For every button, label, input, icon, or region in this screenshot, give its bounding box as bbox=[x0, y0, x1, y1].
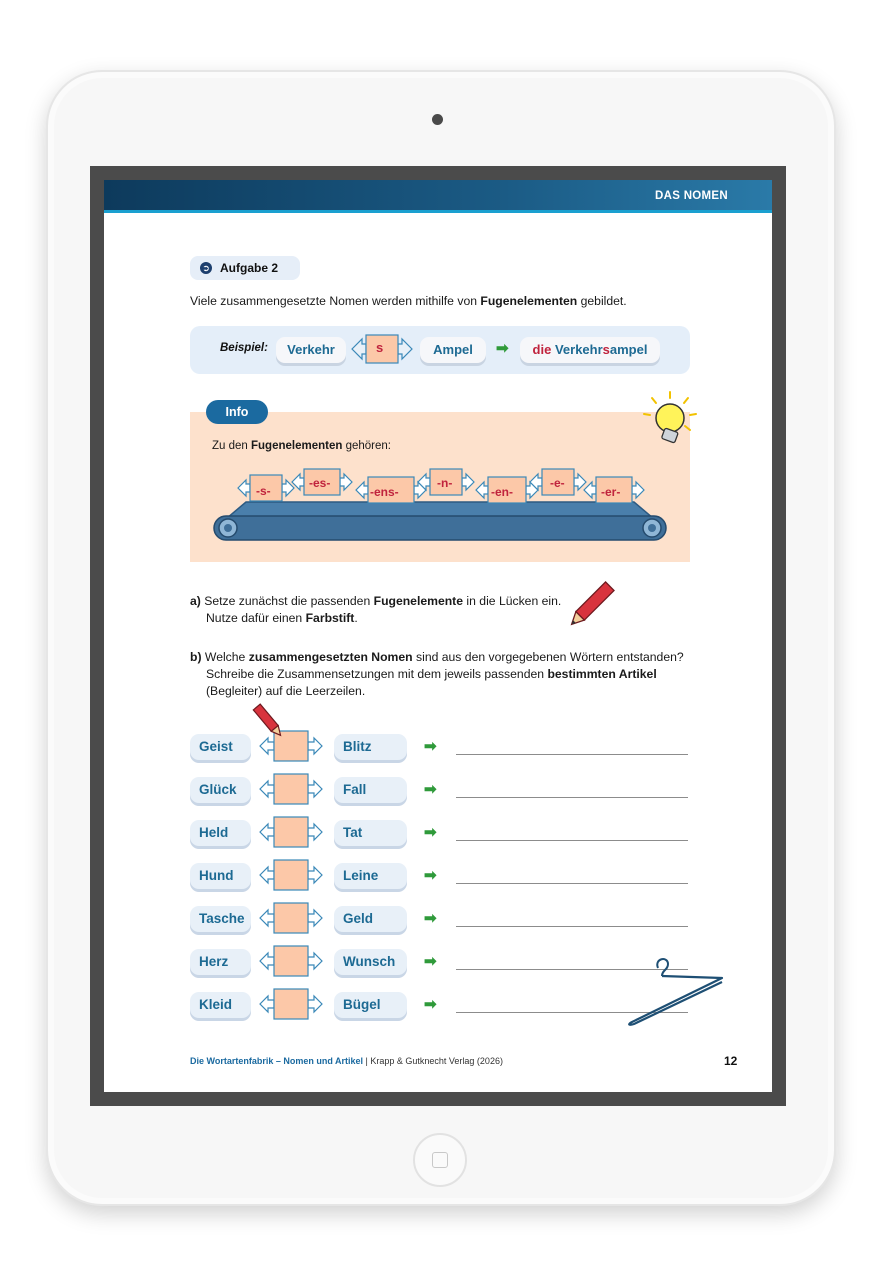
exercise-word-left: Held bbox=[190, 820, 251, 846]
joint-element: -n- bbox=[437, 476, 453, 490]
example-word2: Ampel bbox=[420, 337, 486, 363]
header-bar bbox=[104, 180, 772, 213]
task-b-text: b) Welche zusammengesetzten Nomen sind aus den vorgegebenen Wörtern entstanden? Schreibe die Zusammensetzungen mit dem jeweils passenden bestimmten Artikel (Begleiter) auf die Leerzeilen. bbox=[190, 650, 684, 698]
example-result: die Verkehrsampel bbox=[520, 337, 660, 363]
blank-joint-box[interactable] bbox=[258, 771, 324, 807]
joint-element: -er- bbox=[601, 485, 621, 499]
arrow-right-icon: ➡ bbox=[496, 340, 509, 357]
joint-element: -es- bbox=[309, 476, 331, 490]
joint-element: -ens- bbox=[370, 485, 399, 499]
blank-joint-box[interactable] bbox=[258, 900, 324, 936]
arrow-right-icon: ➡ bbox=[424, 910, 437, 927]
answer-line[interactable] bbox=[456, 883, 688, 884]
joint-element: -en- bbox=[491, 485, 513, 499]
arrow-right-icon: ➡ bbox=[424, 781, 437, 798]
answer-line[interactable] bbox=[456, 797, 688, 798]
footer-source: Die Wortartenfabrik – Nomen und Artikel | Krapp & Gutknecht Verlag (2026) bbox=[190, 1056, 503, 1066]
red-pencil-icon bbox=[250, 702, 290, 742]
blank-joint-box[interactable] bbox=[258, 986, 324, 1022]
joint-element: -e- bbox=[550, 476, 565, 490]
info-tab: Info bbox=[206, 400, 268, 424]
answer-line[interactable] bbox=[456, 840, 688, 841]
example-box bbox=[190, 326, 690, 374]
arrow-right-icon: ➡ bbox=[424, 824, 437, 841]
exercise-word-left: Hund bbox=[190, 863, 251, 889]
arrow-right-icon: ➡ bbox=[424, 867, 437, 884]
arrow-right-icon: ➡ bbox=[424, 996, 437, 1013]
section-title: DAS NOMEN bbox=[655, 190, 728, 202]
coat-hanger-icon bbox=[624, 954, 728, 1028]
exercise-word-right: Wunsch bbox=[334, 949, 407, 975]
arrow-right-circle-icon: ➲ bbox=[200, 262, 212, 274]
exercise-word-right: Tat bbox=[334, 820, 407, 846]
camera-dot bbox=[432, 114, 443, 125]
example-label: Beispiel: bbox=[220, 342, 268, 354]
exercise-word-left: Geist bbox=[190, 734, 251, 760]
red-pencil-icon bbox=[564, 578, 616, 634]
task-a-text: a) Setze zunächst die passenden Fugenelemente in die Lücken ein. Nutze dafür einen Farbstift. bbox=[190, 594, 562, 625]
page-number: 12 bbox=[724, 1054, 738, 1068]
exercise-word-left: Tasche bbox=[190, 906, 251, 932]
joint-element: -s- bbox=[256, 484, 271, 498]
exercise-word-left: Kleid bbox=[190, 992, 251, 1018]
lightbulb-icon bbox=[640, 388, 702, 450]
exercise-word-right: Blitz bbox=[334, 734, 407, 760]
exercise-word-right: Bügel bbox=[334, 992, 407, 1018]
answer-line[interactable] bbox=[456, 926, 688, 927]
exercise-word-left: Glück bbox=[190, 777, 251, 803]
blank-joint-box[interactable] bbox=[258, 943, 324, 979]
task-label: Aufgabe 2 bbox=[220, 261, 279, 275]
arrow-right-icon: ➡ bbox=[424, 953, 437, 970]
home-button[interactable] bbox=[413, 1133, 467, 1187]
worksheet-page bbox=[104, 180, 772, 1092]
task-badge bbox=[190, 256, 300, 280]
example-joint: s bbox=[376, 340, 384, 355]
arrow-right-icon: ➡ bbox=[424, 738, 437, 755]
home-square-icon bbox=[432, 1152, 448, 1168]
exercise-word-left: Herz bbox=[190, 949, 251, 975]
answer-line[interactable] bbox=[456, 754, 688, 755]
intro-text: Viele zusammengesetzte Nomen werden mithilfe von Fugenelementen gebildet. bbox=[190, 294, 627, 308]
blank-joint-box[interactable] bbox=[258, 814, 324, 850]
exercise-word-right: Fall bbox=[334, 777, 407, 803]
exercise-word-right: Geld bbox=[334, 906, 407, 932]
exercise-word-right: Leine bbox=[334, 863, 407, 889]
info-text: Zu den Fugenelementen gehören: bbox=[212, 440, 391, 452]
example-word1: Verkehr bbox=[276, 337, 346, 363]
blank-joint-box[interactable] bbox=[258, 857, 324, 893]
